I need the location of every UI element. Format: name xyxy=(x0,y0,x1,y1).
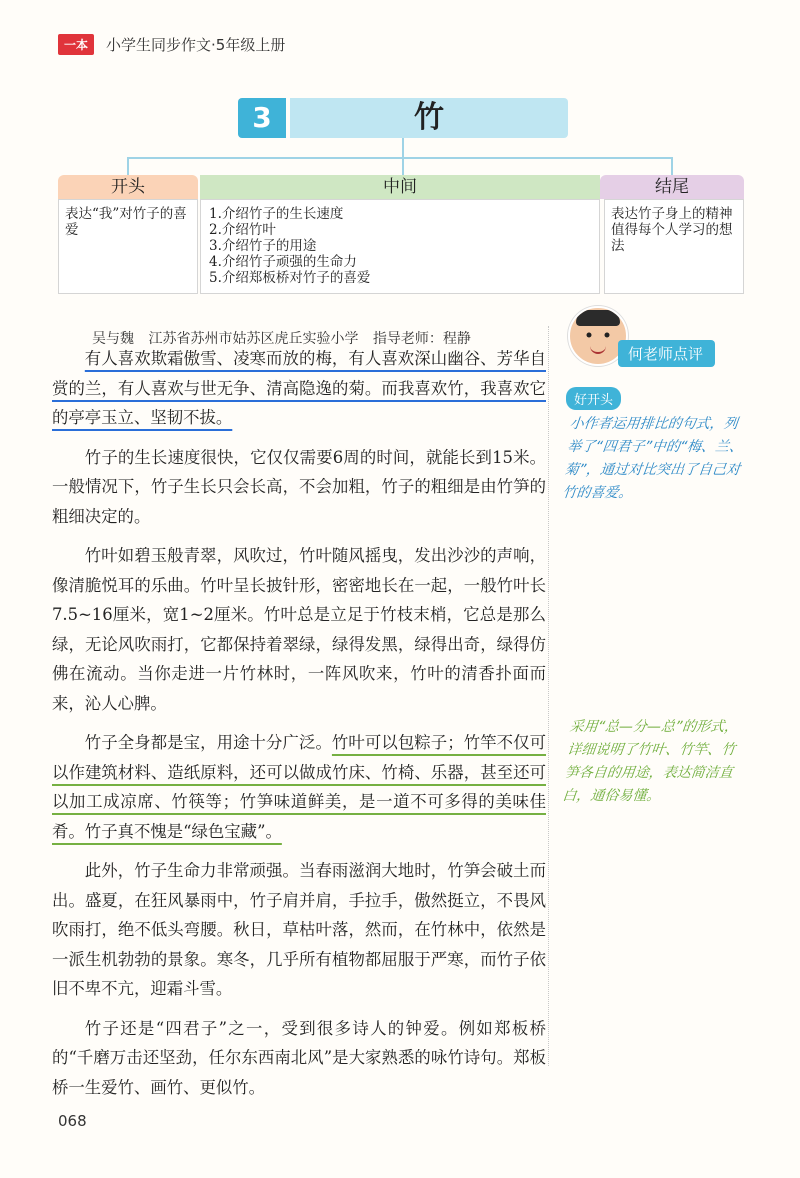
paragraph xyxy=(52,728,546,846)
underlined-uses: 竹叶可以包粽子；竹竿不仅可以作建筑材料、造纸原料，还可以做成竹床、竹椅、乐器，甚至还可以加工成凉席、竹筷等；竹笋味道鲜美，是一道不可多得的美味佳肴。竹子真不愧是“绿色宝藏”。 xyxy=(52,733,547,841)
page-number: 068 xyxy=(58,1112,87,1130)
lesson-title-text: 竹 xyxy=(290,98,568,138)
outline-item: 2.介绍竹叶 xyxy=(209,222,276,238)
teacher-name: 指导老师：程静 xyxy=(372,331,471,347)
avatar-mouth xyxy=(590,346,606,354)
outline-opening-content: 表达“我”对竹子的喜爱 xyxy=(58,199,198,294)
outline-middle-heading: 中间 xyxy=(200,175,600,199)
teacher-label: 何老师点评 xyxy=(618,340,715,367)
school-name: 江苏省苏州市姑苏区虎丘实验小学 xyxy=(148,331,359,347)
outline-item: 1.介绍竹子的生长速度 xyxy=(209,206,344,222)
series-title: 小学生同步作文·5年级上册 xyxy=(106,36,286,54)
outline-item: 3.介绍竹子的用途 xyxy=(209,238,317,254)
outline-item: 5.介绍郑板桥对竹子的喜爱 xyxy=(209,270,371,286)
outline-opening-heading: 开头 xyxy=(58,175,198,199)
comment-structure: 采用“总—分—总”的形式，详细说明了竹叶、竹竿、竹笋各自的用途，表达简洁直白，通俗易懂。 xyxy=(561,719,740,804)
connector-lines xyxy=(128,138,672,175)
paragraph xyxy=(52,344,546,433)
good-opening-tag: 好开头 xyxy=(566,387,621,410)
brand-badge: 一本 xyxy=(58,34,94,55)
paragraph: 竹子的生长速度很快，它仅仅需要6周的时间，就能长到15米。一般情况下，竹子生长只会长高，不会加粗，竹子的粗细是由竹笋的粗细决定的。 xyxy=(52,447,546,526)
avatar-hair xyxy=(576,310,620,326)
avatar-eyes xyxy=(584,332,612,338)
outline-ending-heading: 结尾 xyxy=(600,175,744,199)
paragraph: 此外，竹子生命力非常顽强。当春雨滋润大地时，竹笋会破土而出。盛夏，在狂风暴雨中，竹子肩并肩，手拉手，傲然挺立，不畏风吹雨打，绝不低头弯腰。秋日，草枯叶落，然而，在竹林中，依然是一派生机勃勃的景象。寒冬，几乎所有植物都屈服于严寒，而竹子依旧不卑不亢，迎霜斗雪。 xyxy=(52,861,546,998)
paragraph-lead: 竹子全身都是宝，用途十分广泛。 xyxy=(84,733,332,752)
article-body xyxy=(52,344,546,1102)
outline-middle-list xyxy=(200,199,600,294)
paragraph: 竹子还是“四君子”之一，受到很多诗人的钟爱。例如郑板桥的“千磨万击还坚劲，任尔东西南北风”是大家熟悉的咏竹诗句。郑板桥一生爱竹、画竹、更似竹。 xyxy=(52,1018,546,1097)
paragraph: 竹叶如碧玉般青翠，风吹过，竹叶随风摇曳，发出沙沙的声响，像清脆悦耳的乐曲。竹叶呈长披针形，密密地长在一起，一般竹叶长7.5~16厘米，宽1~2厘米。竹叶总是立足于竹枝末梢，它总是那么绿，无论风吹雨打，它都保持着翠绿，绿得发黑，绿得出奇，绿得仿佛在流动。当你走进一片竹林时，一阵风吹来，竹叶的清香扑面而来，沁人心脾。 xyxy=(52,546,546,713)
outline-item: 4.介绍竹子顽强的生命力 xyxy=(209,254,357,270)
outline-ending-content: 表达竹子身上的精神值得每个人学习的想法 xyxy=(604,199,744,294)
author-name: 吴与魏 xyxy=(92,331,134,347)
lesson-number: 3 xyxy=(238,98,286,138)
column-divider xyxy=(548,326,549,1066)
outline-connectors xyxy=(0,0,800,200)
comment-opening: 小作者运用排比的句式，列举了“四君子”中的“梅、兰、菊”，通过对比突出了自己对竹的喜爱。 xyxy=(561,416,744,501)
underlined-opening: 有人喜欢欺霜傲雪、凌寒而放的梅，有人喜欢深山幽谷、芳华自赏的兰，有人喜欢与世无争、清高隐逸的菊。而我喜欢竹，我喜欢它的亭亭玉立、坚韧不拔。 xyxy=(52,349,546,427)
